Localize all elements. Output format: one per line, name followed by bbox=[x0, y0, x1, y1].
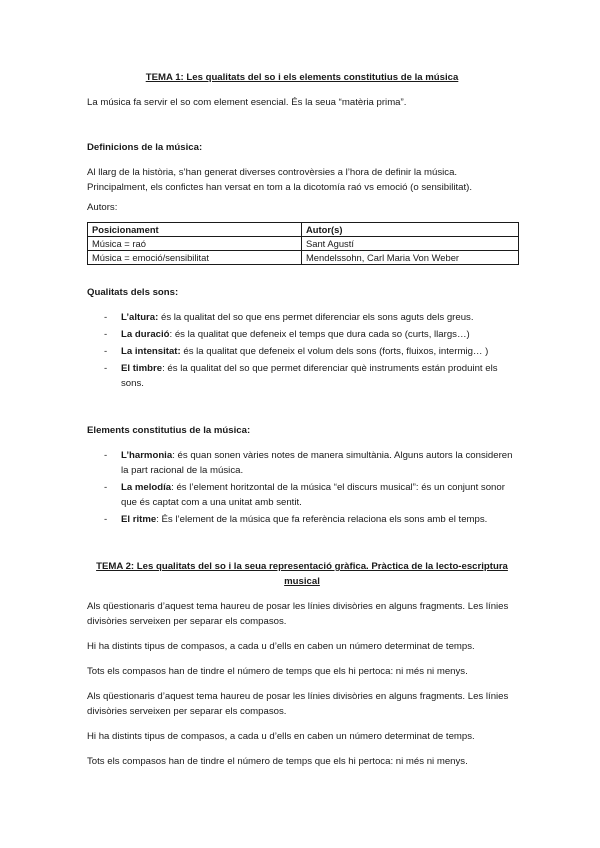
document-page bbox=[87, 70, 517, 769]
tema1-intro: La música fa servir el so com element esencial. És la seua “matèria prima”. bbox=[87, 97, 407, 108]
list-item bbox=[87, 327, 517, 342]
list-item-term: El timbre bbox=[121, 363, 163, 374]
table-cell: Música = raó bbox=[88, 237, 302, 251]
list-item bbox=[87, 310, 517, 325]
table-cell: Mendelssohn, Carl Maria Von Weber bbox=[302, 251, 519, 265]
list-item-text: és la qualitat que defeneix el volum dels sons (forts, fluixos, intermig… ) bbox=[180, 346, 489, 357]
tema2-paragraph: Tots els compasos han de tindre el número de temps que els hi pertoca: ni més ni menys. bbox=[87, 756, 468, 767]
list-item-text: és la qualitat del so que ens permet diferenciar els sons aguts dels greus. bbox=[158, 312, 474, 323]
tema2-paragraph: Hi ha distints tipus de compasos, a cada u d’ells en caben un número determinat de temps. bbox=[87, 641, 475, 652]
list-item-term: La melodía bbox=[121, 482, 172, 493]
list-item-text: : És l’element de la música que fa referència relaciona els sons amb el temps. bbox=[156, 514, 488, 525]
list-item-text: : és la qualitat que defeneix el temps que dura cada so (curts, llargs…) bbox=[169, 329, 470, 340]
table-header-cell: Posicionament bbox=[88, 223, 302, 237]
list-item-text: : és la qualitat del so que permet diferenciar què instruments están produint els sons. bbox=[121, 363, 498, 389]
table-header-row bbox=[88, 223, 519, 237]
tema2-paragraph: Als qüestionaris d’aquest tema haureu de posar les línies divisòries en alguns fragments. Les línies divisòries serveixen per separar els compasos. bbox=[87, 601, 509, 627]
elements-heading: Elements constitutius de la música: bbox=[87, 425, 251, 436]
tema1-title: TEMA 1: Les qualitats del so i els elements constitutius de la música bbox=[145, 72, 459, 83]
list-item-term: El ritme bbox=[121, 514, 157, 525]
table-cell: Música = emoció/sensibilitat bbox=[88, 251, 302, 265]
list-item bbox=[87, 344, 517, 359]
definicions-paragraph: Al llarg de la història, s’han generat diverses controvèrsies a l’hora de definir la música. Principalment, els confictes han versat en tom a la dicotomía raó vs emoció (o sensibilitat). bbox=[87, 167, 472, 193]
list-item-text: : és l’element horitzontal de la música “el discurs musical”: és un conjunt sonor que és captat com a una unitat amb sentit. bbox=[121, 482, 505, 508]
table-row bbox=[88, 251, 519, 265]
tema2-paragraph: Hi ha distints tipus de compasos, a cada u d’ells en caben un número determinat de temps. bbox=[87, 731, 475, 742]
list-item-term: L’altura: bbox=[121, 312, 159, 323]
tema2-paragraph: Tots els compasos han de tindre el número de temps que els hi pertoca: ni més ni menys. bbox=[87, 666, 468, 677]
autors-table bbox=[87, 222, 519, 265]
qualitats-list bbox=[87, 310, 517, 391]
list-item-text: : és quan sonen vàries notes de manera simultània. Alguns autors la consideren la part racional de la música. bbox=[121, 450, 513, 476]
list-item bbox=[87, 512, 517, 527]
list-item bbox=[87, 448, 517, 478]
table-cell: Sant Agustí bbox=[302, 237, 519, 251]
list-item bbox=[87, 480, 517, 510]
elements-list bbox=[87, 448, 517, 527]
table-header-cell: Autor(s) bbox=[302, 223, 519, 237]
tema2-title: TEMA 2: Les qualitats del so i la seua representació gràfica. Pràctica de la lecto-escriptura musical bbox=[96, 561, 508, 587]
tema2-paragraph: Als qüestionaris d’aquest tema haureu de posar les línies divisòries en alguns fragments. Les línies divisòries serveixen per separar els compasos. bbox=[87, 691, 509, 717]
list-item-term: La duració bbox=[121, 329, 170, 340]
list-item bbox=[87, 361, 517, 391]
list-item-term: La intensitat: bbox=[121, 346, 181, 357]
definicions-heading: Definicions de la música: bbox=[87, 142, 203, 153]
list-item-term: L’harmonia bbox=[121, 450, 173, 461]
qualitats-heading: Qualitats dels sons: bbox=[87, 287, 179, 298]
table-row bbox=[88, 237, 519, 251]
autors-label: Autors: bbox=[87, 202, 118, 213]
